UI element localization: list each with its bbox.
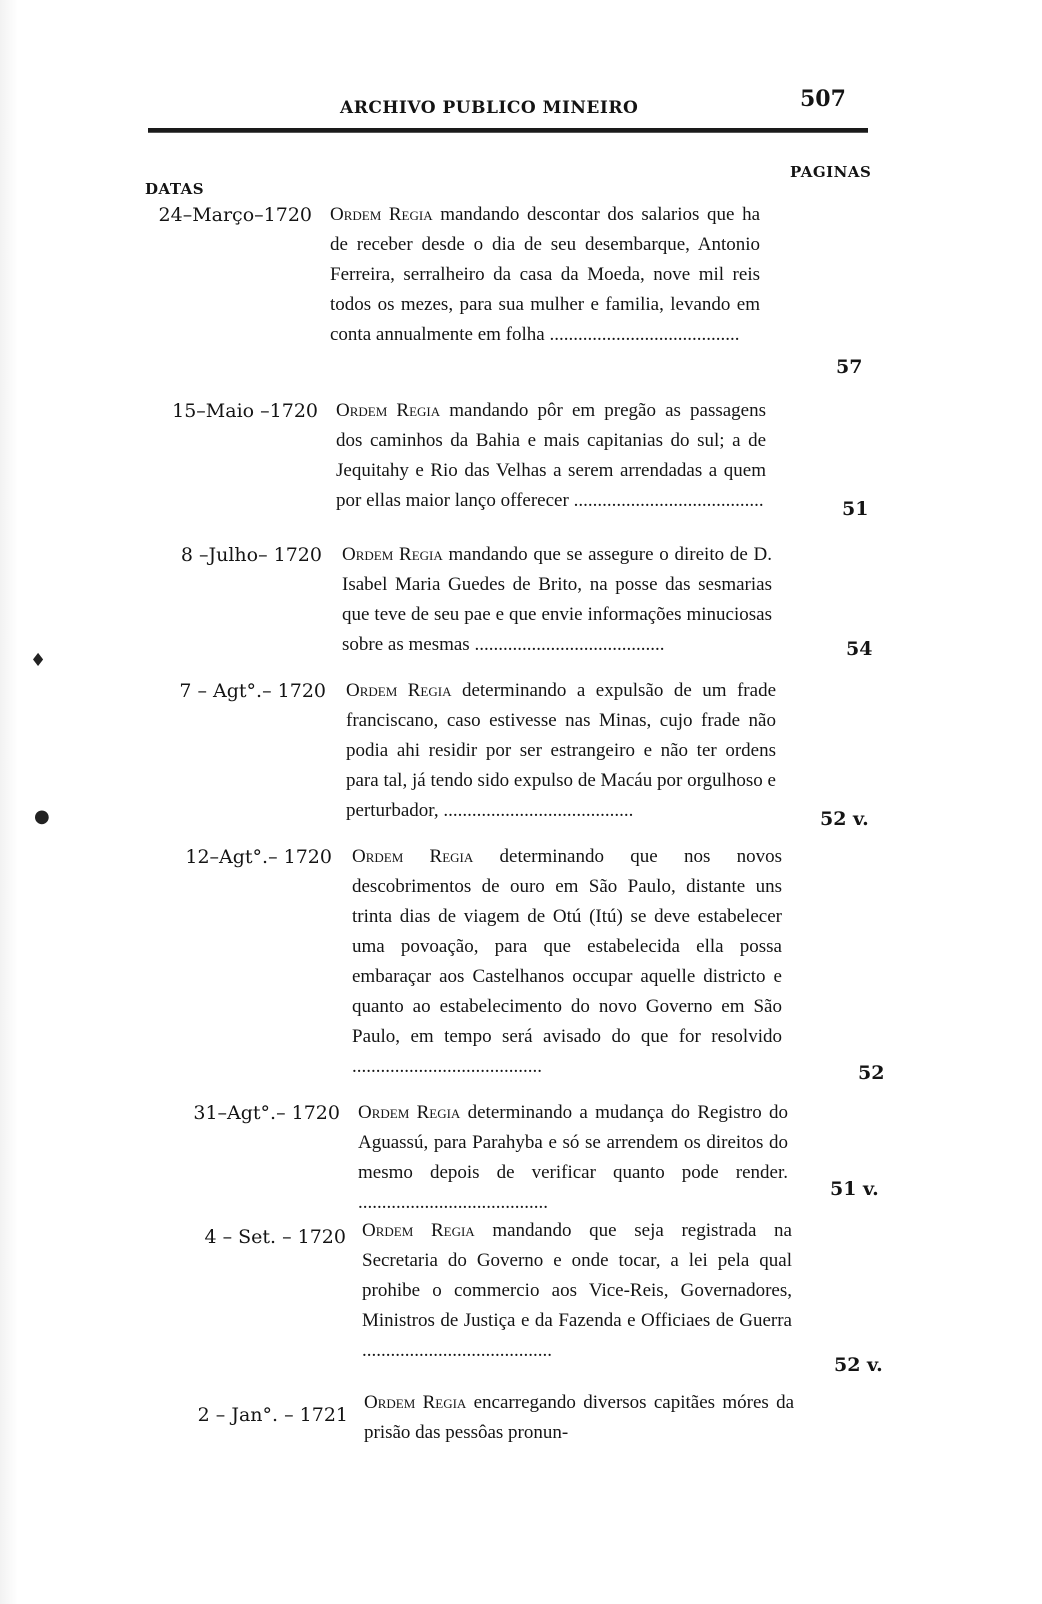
entry-date: 7 – Agt°.– 1720	[179, 680, 326, 702]
entry-heading: Ordem Regia	[352, 846, 474, 867]
entry-text	[364, 1388, 794, 1450]
entry-date: 24–Março–1720	[158, 204, 312, 226]
entry-date: 12–Agt°.– 1720	[185, 846, 332, 868]
entry-text	[330, 200, 760, 386]
entry-page: 52	[858, 1062, 885, 1084]
entry-body: mandando que se assegure o direito de D. Isabel Maria Guedes de Brito, na posse das sesmarias que teve de seu pae e que envie informações minuciosas sobre as mesmas	[342, 544, 772, 655]
entry-text	[362, 1216, 792, 1396]
leader-dots	[358, 1192, 548, 1213]
entry-page: 51 v.	[830, 1178, 879, 1200]
leader-dots	[569, 490, 764, 511]
entry-date: 8 –Julho– 1720	[180, 544, 322, 566]
entry-text	[358, 1098, 788, 1218]
column-heading-dates: DATAS	[145, 180, 205, 198]
entry-text	[336, 396, 766, 546]
entry-date: 2 – Jan°. – 1721	[197, 1404, 348, 1426]
leader-dots	[362, 1340, 552, 1361]
leader-dots	[439, 800, 634, 821]
entry-heading: Ordem Regia	[364, 1392, 467, 1413]
entry-heading: Ordem Regia	[358, 1102, 461, 1123]
entry-heading: Ordem Regia	[362, 1220, 475, 1241]
entry-body: determinando que nos novos descobrimentos de ouro em São Paulo, distante uns trinta dias de viagem de Otú (Itú) se deve estabelecer uma povoação, para que estabelecida ella possa embaraçar aos Castelhanos occupar aquelle districto e quanto ao estabelecimento do novo Governo em São Paulo, em tempo será avisado do que for resolvido	[352, 846, 782, 1047]
entry-page: 57	[836, 356, 863, 378]
page-number: 507	[800, 86, 846, 112]
margin-mark: ♦	[30, 650, 47, 671]
entry-date: 15–Maio –1720	[172, 400, 318, 422]
leader-dots	[352, 1056, 542, 1077]
entry-text	[352, 842, 782, 1082]
entry-heading: Ordem Regia	[346, 680, 452, 701]
leader-dots	[545, 324, 740, 345]
header-rule	[148, 128, 868, 133]
entry-heading: Ordem Regia	[342, 544, 443, 565]
entry-body: encarregando diversos capitães móres da prisão das pessôas pronun-	[364, 1392, 794, 1443]
entry-page: 51	[842, 498, 869, 520]
entry-page: 54	[846, 638, 873, 660]
entry-date: 31–Agt°.– 1720	[193, 1102, 340, 1124]
entry-body: mandando que seja registrada na Secretaria do Governo e onde tocar, a lei pela qual prohibe o commercio aos Vice-Reis, Governadores, Ministros de Justiça e da Fazenda e Officiaes de Guerra	[362, 1220, 792, 1331]
margin-mark: ●	[34, 806, 50, 827]
entry-body: determinando a mudança do Registro do Aguassú, para Parahyba e só se arrendem os direitos do mesmo depois de verificar quanto pode render.	[358, 1102, 788, 1183]
entry-text	[346, 676, 776, 856]
leader-dots	[470, 634, 665, 655]
entry-text	[342, 540, 772, 690]
entry-body: determinando a expulsão de um frade franciscano, caso estivesse nas Minas, cujo frade não podia ahi residir por ser estrangeiro e não ter ordens para tal, já tendo sido expulso de Macáu por orgulhoso e perturbador,	[346, 680, 776, 821]
entry-body: mandando descontar dos salarios que ha de receber desde o dia de seu desembarque, Antonio Ferreira, serralheiro da casa da Moeda, nove mil reis todos os mezes, para sua mulher e familia, levando em conta annualmente em folha	[330, 204, 760, 345]
entry-body: mandando pôr em pregão as passagens dos caminhos da Bahia e mais capitanias do sul; a de Jequitahy e Rio das Velhas a serem arrendadas a quem por ellas maior lanço offerecer	[336, 400, 766, 511]
entry-heading: Ordem Regia	[330, 204, 433, 225]
entry-page: 52 v.	[834, 1354, 883, 1376]
column-heading-pages: PAGINAS	[790, 163, 872, 181]
entry-page: 52 v.	[820, 808, 869, 830]
page-edge-shadow	[0, 0, 18, 1604]
entry-heading: Ordem Regia	[336, 400, 441, 421]
running-header-title: ARCHIVO PUBLICO MINEIRO	[340, 98, 639, 118]
entry-date: 4 – Set. – 1720	[204, 1226, 346, 1248]
